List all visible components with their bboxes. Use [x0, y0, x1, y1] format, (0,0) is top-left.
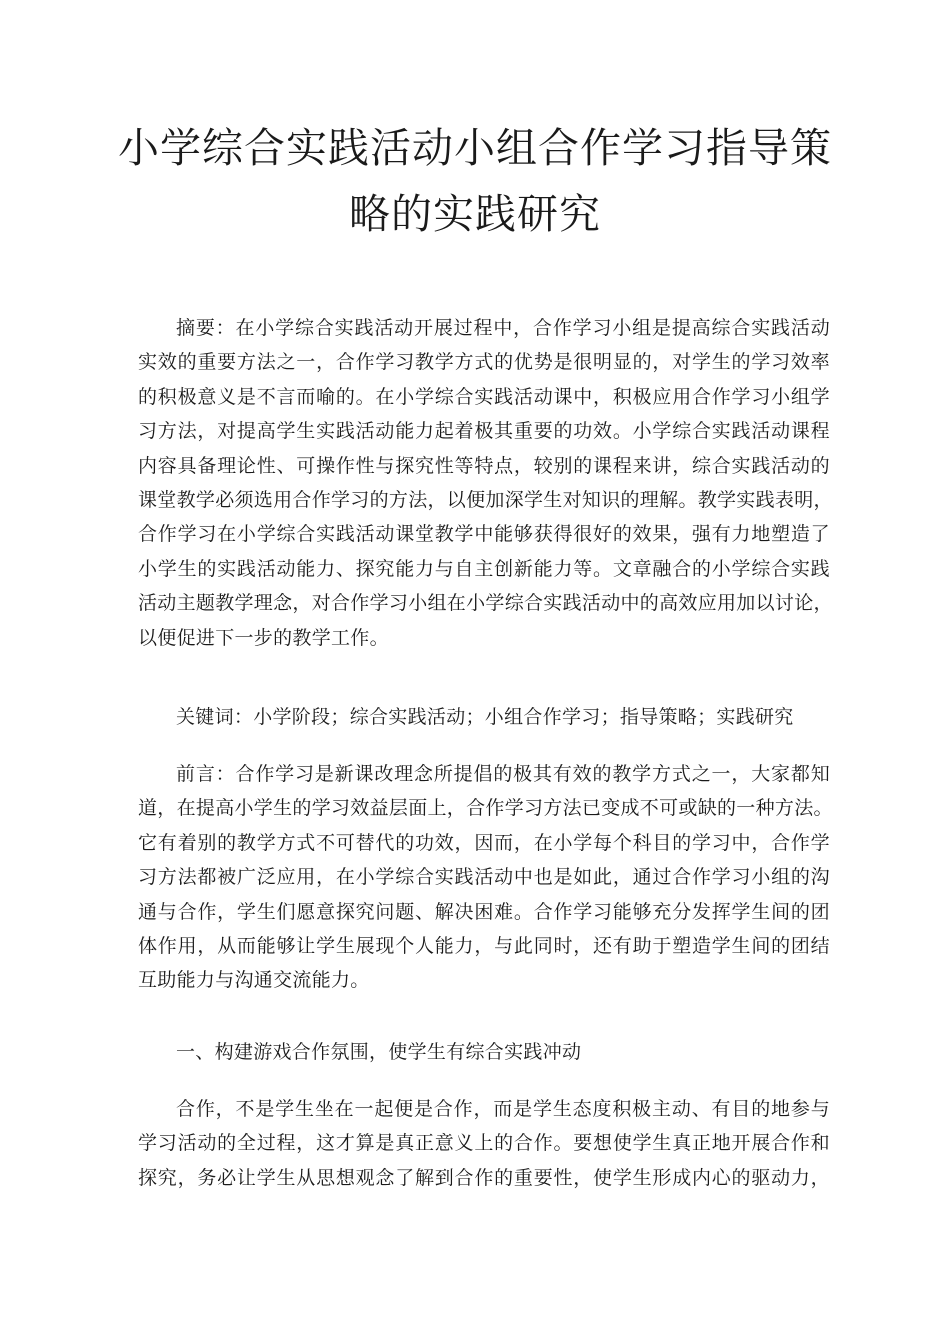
document-title-line-1: 小学综合实践活动小组合作学习指导策 — [118, 124, 832, 172]
section-1-line: 探究，务必让学生从思想观念了解到合作的重要性，使学生形成内心的驱动力， — [138, 1166, 830, 1189]
preface-paragraph — [138, 757, 833, 998]
section-1-paragraph — [138, 1092, 830, 1195]
abstract-line: 习方法，对提高学生实践活动能力起着极其重要的功效。小学综合实践活动课程 — [138, 420, 830, 443]
abstract-line: 内容具备理论性、可操作性与探究性等特点，较别的课程来讲，综合实践活动的 — [138, 454, 830, 477]
abstract-line: 实效的重要方法之一，合作学习教学方式的优势是很明显的，对学生的学习效率 — [138, 351, 830, 374]
section-1-line: 合作，不是学生坐在一起便是合作，而是学生态度积极主动、有目的地参与 — [176, 1098, 830, 1120]
keywords-line: 关键词：小学阶段；综合实践活动；小组合作学习；指导策略；实践研究 — [176, 706, 794, 728]
section-1-line: 学习活动的全过程，这才算是真正意义上的合作。要想使学生真正地开展合作和 — [138, 1132, 830, 1155]
document-title-line-2: 略的实践研究 — [349, 190, 601, 238]
section-1-heading: 一、构建游戏合作氛围，使学生有综合实践冲动 — [176, 1041, 582, 1063]
preface-line: 体作用，从而能够让学生展现个人能力，与此同时，还有助于塑造学生间的团结 — [138, 934, 830, 957]
preface-line: 它有着别的教学方式不可替代的功效，因而，在小学每个科目的学习中，合作学 — [138, 831, 830, 854]
preface-line: 习方法都被广泛应用，在小学综合实践活动中也是如此，通过合作学习小组的沟 — [138, 866, 830, 889]
preface-line: 前言：合作学习是新课改理念所提倡的极其有效的教学方式之一，大家都知 — [176, 763, 830, 785]
abstract-line: 的积极意义是不言而喻的。在小学综合实践活动课中，积极应用合作学习小组学 — [138, 385, 830, 408]
abstract-line: 摘要：在小学综合实践活动开展过程中，合作学习小组是提高综合实践活动 — [176, 317, 830, 339]
abstract-line: 合作学习在小学综合实践活动课堂教学中能够获得很好的效果，强有力地塑造了 — [138, 523, 830, 546]
keywords-paragraph — [138, 700, 830, 734]
preface-line: 互助能力与沟通交流能力。 — [138, 969, 370, 992]
abstract-line: 课堂教学必须选用合作学习的方法，以便加深学生对知识的理解。教学实践表明， — [138, 488, 833, 511]
abstract-line: 活动主题教学理念，对合作学习小组在小学综合实践活动中的高效应用加以讨论， — [138, 592, 833, 615]
preface-line: 通与合作，学生们愿意探究问题、解决困难。合作学习能够充分发挥学生间的团 — [138, 900, 830, 923]
abstract-paragraph — [138, 311, 833, 655]
abstract-line: 小学生的实践活动能力、探究能力与自主创新能力等。文章融合的小学综合实践 — [138, 557, 830, 580]
preface-line: 道，在提高小学生的学习效益层面上，合作学习方法已变成不可或缺的一种方法。 — [138, 797, 833, 820]
section-heading — [138, 1035, 830, 1069]
abstract-line: 以便促进下一步的教学工作。 — [138, 626, 389, 649]
